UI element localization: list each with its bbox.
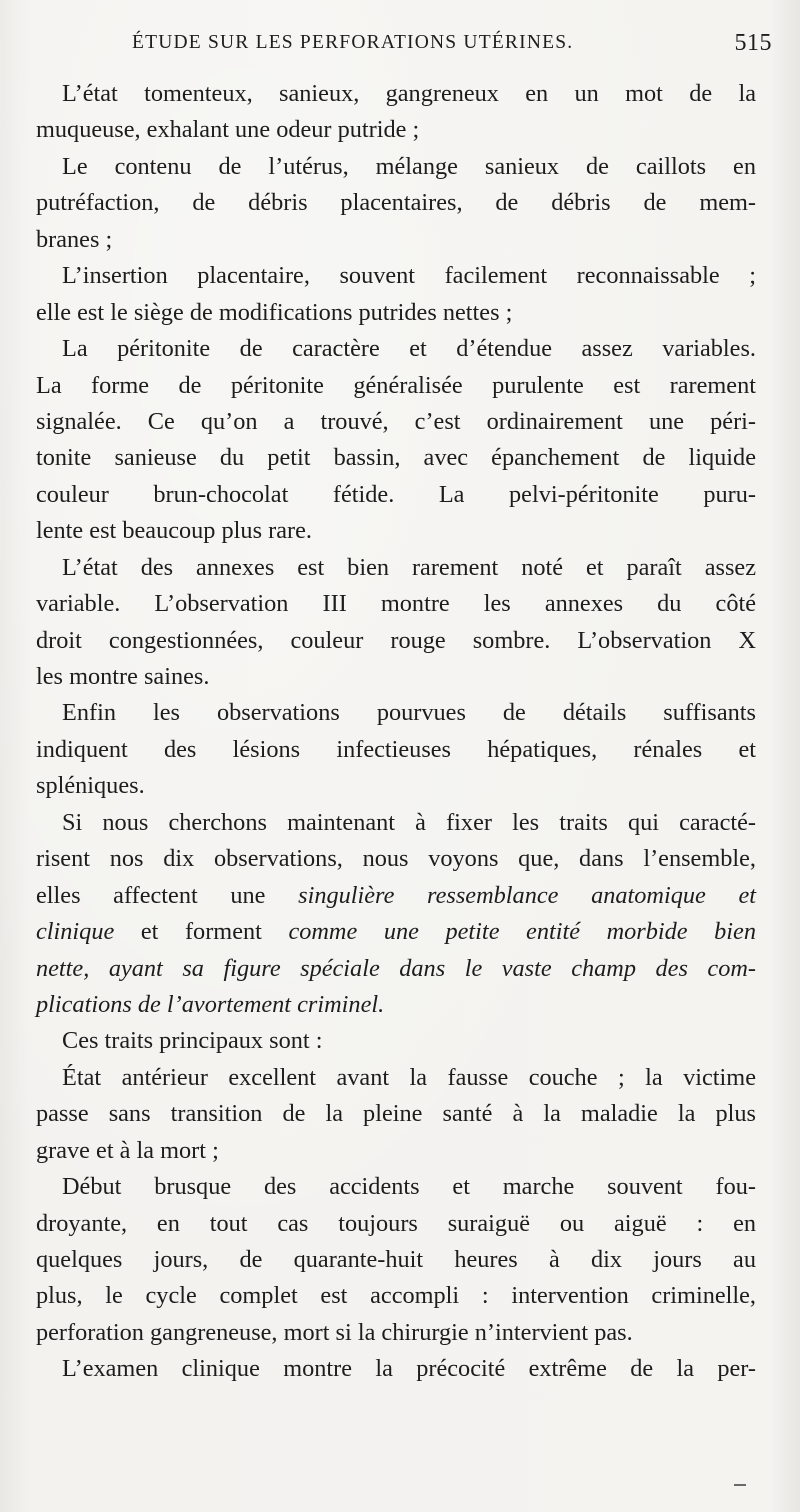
text-line <box>36 659 756 695</box>
text-line <box>36 368 756 404</box>
text-line <box>36 914 756 950</box>
text-run: Si nous cherchons maintenant à fixer les traits qui caracté- <box>62 808 756 836</box>
text-line <box>36 185 756 221</box>
text-line <box>36 951 756 987</box>
text-run: Le contenu de l’utérus, mélange sanieux de caillots en <box>62 152 756 180</box>
text-run: signalée. Ce qu’on a trouvé, c’est ordinairement une péri- <box>36 407 756 435</box>
text-run: L’état des annexes est bien rarement noté et paraît assez <box>62 553 756 581</box>
text-run: spléniques. <box>36 772 145 800</box>
text-line <box>36 440 756 476</box>
running-title: ÉTUDE SUR LES PERFORATIONS UTÉRINES. <box>132 32 574 53</box>
text-line <box>36 1169 756 1205</box>
text-line <box>36 1133 756 1169</box>
text-line <box>36 550 756 586</box>
text-run: risent nos dix observations, nous voyons que, dans l’ensemble, <box>36 845 756 873</box>
text-run: La forme de péritonite généralisée purulente est rarement <box>36 371 756 399</box>
text-line <box>36 222 756 258</box>
text-run: passe sans transition de la pleine santé à la maladie la plus <box>36 1100 756 1128</box>
text-run: variable. L’observation III montre les annexes du côté <box>36 590 756 618</box>
text-run: elle est le siège de modifications putrides nettes ; <box>36 298 513 326</box>
text-run: État antérieur excellent avant la fausse couche ; la victime <box>62 1063 756 1091</box>
text-run: elles affectent une <box>36 881 299 909</box>
text-run: branes ; <box>36 225 113 253</box>
text-run: La péritonite de caractère et d’étendue assez variables. <box>62 335 756 363</box>
text-run: perforation gangreneuse, mort si la chirurgie n’intervient pas. <box>36 1318 633 1346</box>
text-run: grave et à la mort ; <box>36 1136 219 1164</box>
text-run: et forment <box>114 918 289 946</box>
text-line <box>36 112 756 148</box>
text-line <box>36 149 756 185</box>
text-line <box>36 295 756 331</box>
text-line <box>36 623 756 659</box>
text-run: L’insertion placentaire, souvent facilement reconnaissable ; <box>62 262 756 290</box>
text-run: droyante, en tout cas toujours suraiguë ou aiguë : en <box>36 1209 756 1237</box>
text-line <box>36 1278 756 1314</box>
text-line <box>36 878 756 914</box>
text-line <box>36 1242 756 1278</box>
text-run: lente est beaucoup plus rare. <box>36 517 312 545</box>
text-run: les montre saines. <box>36 663 210 690</box>
text-line <box>36 477 756 513</box>
text-run: muqueuse, exhalant une odeur putride ; <box>36 116 420 144</box>
text-line <box>36 1096 756 1132</box>
italic-text: singulière ressemblance anatomique et <box>298 881 756 909</box>
text-line <box>36 1023 756 1059</box>
italic-text: comme une petite entité morbide bien <box>288 918 756 946</box>
body-text <box>36 76 756 1388</box>
text-run: Ces traits principaux sont : <box>62 1027 323 1055</box>
text-run: couleur brun-chocolat fétide. La pelvi-péritonite puru- <box>36 480 756 508</box>
text-line <box>36 258 756 294</box>
text-run: putréfaction, de débris placentaires, de débris de mem- <box>36 189 756 217</box>
text-run: indiquent des lésions infectieuses hépatiques, rénales et <box>36 735 756 763</box>
text-run: quelques jours, de quarante-huit heures à dix jours au <box>36 1246 756 1273</box>
text-line <box>36 513 756 549</box>
text-line <box>36 331 756 367</box>
italic-text: plications de l’avortement criminel. <box>36 990 385 1018</box>
text-line <box>36 586 756 622</box>
text-run: tonite sanieuse du petit bassin, avec épanchement de liquide <box>36 444 756 472</box>
text-line <box>36 1060 756 1096</box>
text-line <box>36 1315 756 1351</box>
text-line <box>36 695 756 731</box>
running-head <box>132 32 772 62</box>
text-run: Début brusque des accidents et marche souvent fou- <box>62 1173 756 1201</box>
text-line <box>36 1351 756 1387</box>
text-line <box>36 841 756 877</box>
text-line <box>36 805 756 841</box>
italic-text: clinique <box>36 918 115 946</box>
text-line <box>36 732 756 768</box>
text-run: plus, le cycle complet est accompli : intervention criminelle, <box>36 1282 756 1310</box>
text-line <box>36 76 756 112</box>
text-line <box>36 404 756 440</box>
text-line <box>36 768 756 804</box>
text-run: Enfin les observations pourvues de détails suffisants <box>62 699 756 727</box>
print-mark <box>734 1484 746 1486</box>
italic-text: nette, ayant sa figure spéciale dans le vaste champ des com- <box>36 954 756 982</box>
text-run: L’état tomenteux, sanieux, gangreneux en un mot de la <box>62 80 756 107</box>
text-line <box>36 987 756 1023</box>
text-line <box>36 1206 756 1242</box>
page-number: 515 <box>734 30 772 56</box>
text-run: L’examen clinique montre la précocité extrême de la per- <box>62 1355 756 1383</box>
text-run: droit congestionnées, couleur rouge sombre. L’observation X <box>36 626 756 654</box>
